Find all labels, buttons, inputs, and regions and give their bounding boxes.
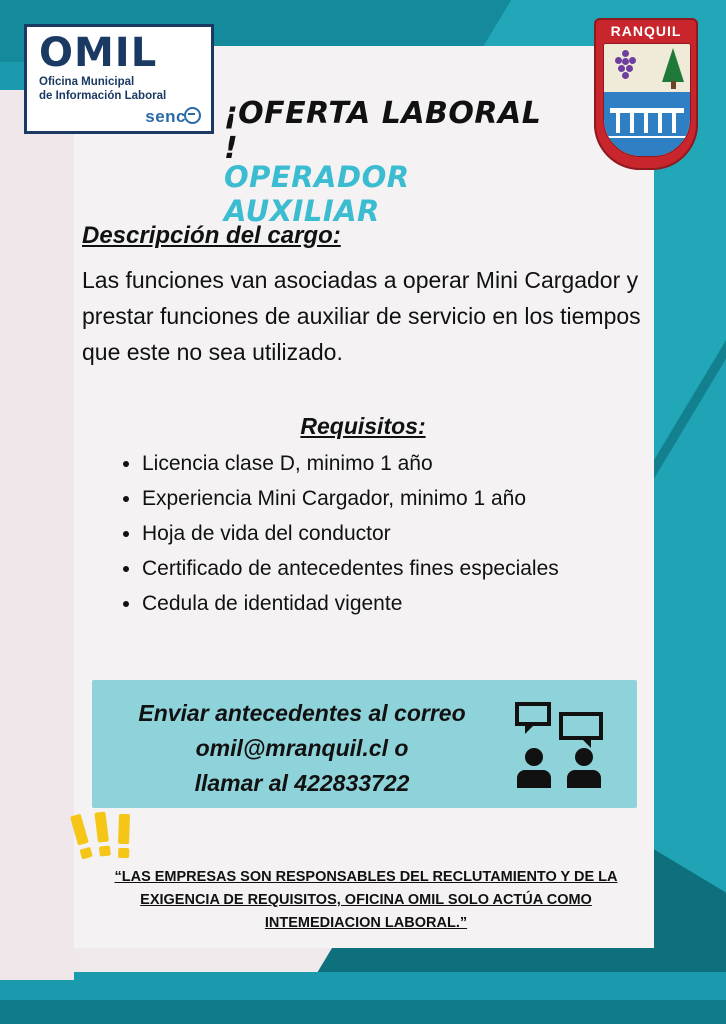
omil-logo bbox=[24, 24, 214, 134]
requirements-heading: Requisitos: bbox=[300, 413, 426, 439]
municipality-shield bbox=[594, 18, 698, 170]
speech-bubble-right-icon bbox=[559, 712, 603, 740]
disclaimer-line-1: “LAS EMPRESAS SON RESPONSABLES DEL RECLUTAMIENTO Y DE LA bbox=[114, 869, 618, 885]
people-chat-icon bbox=[515, 702, 611, 788]
person-left-icon bbox=[517, 748, 551, 788]
list-item: • Hoja de vida del conductor bbox=[142, 517, 702, 551]
bottom-teal-band-dark bbox=[0, 1000, 726, 1024]
list-item: • Licencia clase D, minimo 1 año bbox=[142, 447, 702, 481]
contact-text bbox=[112, 696, 492, 801]
sence-logo bbox=[145, 105, 201, 127]
exclamation-marks-icon bbox=[76, 812, 146, 872]
disclaimer bbox=[86, 866, 646, 935]
contact-line-3[interactable]: llamar al 422833722 bbox=[194, 770, 410, 796]
list-item: • Experiencia Mini Cargador, minimo 1 año bbox=[142, 482, 702, 516]
omil-logo-title: OMIL bbox=[39, 30, 158, 76]
person-right-icon bbox=[567, 748, 601, 788]
description-heading: Descripción del cargo: bbox=[82, 222, 341, 249]
poster-title: ¡OFERTA LABORAL ! bbox=[224, 96, 542, 166]
disclaimer-line-2: EXIGENCIA DE REQUISITOS, OFICINA OMIL SOLO ACTÚA COMO bbox=[140, 892, 592, 908]
disclaimer-line-3: INTEMEDIACION LABORAL.” bbox=[264, 915, 468, 931]
grapes-icon bbox=[612, 50, 640, 84]
sence-ring-icon bbox=[184, 107, 201, 124]
contact-box bbox=[92, 680, 637, 808]
list-item: • Certificado de antecedentes fines especiales bbox=[142, 552, 702, 586]
poster-subtitle: OPERADOR AUXILIAR bbox=[224, 160, 410, 228]
pine-tree-trunk bbox=[671, 81, 676, 89]
shield-inner bbox=[603, 43, 691, 157]
requirements-list bbox=[120, 447, 702, 622]
omil-logo-subtitle-line2: de Información Laboral bbox=[39, 90, 167, 102]
shield-name: RANQUIL bbox=[610, 23, 682, 39]
speech-bubble-left-icon bbox=[515, 702, 551, 726]
water-band bbox=[604, 136, 690, 157]
omil-logo-subtitle-line1: Oficina Municipal bbox=[39, 76, 135, 88]
contact-line-2[interactable]: omil@mranquil.cl o bbox=[195, 735, 409, 761]
contact-line-1: Enviar antecedentes al correo bbox=[138, 700, 466, 726]
pine-tree-icon bbox=[662, 48, 684, 82]
description-body: Las funciones van asociadas a operar Mini Cargador y prestar funciones de auxiliar de servicio en los tiempos que este no sea utilizado. bbox=[82, 267, 641, 365]
sence-wordmark: senc bbox=[145, 107, 186, 126]
list-item: • Cedula de identidad vigente bbox=[142, 587, 702, 621]
left-strip bbox=[0, 90, 74, 980]
